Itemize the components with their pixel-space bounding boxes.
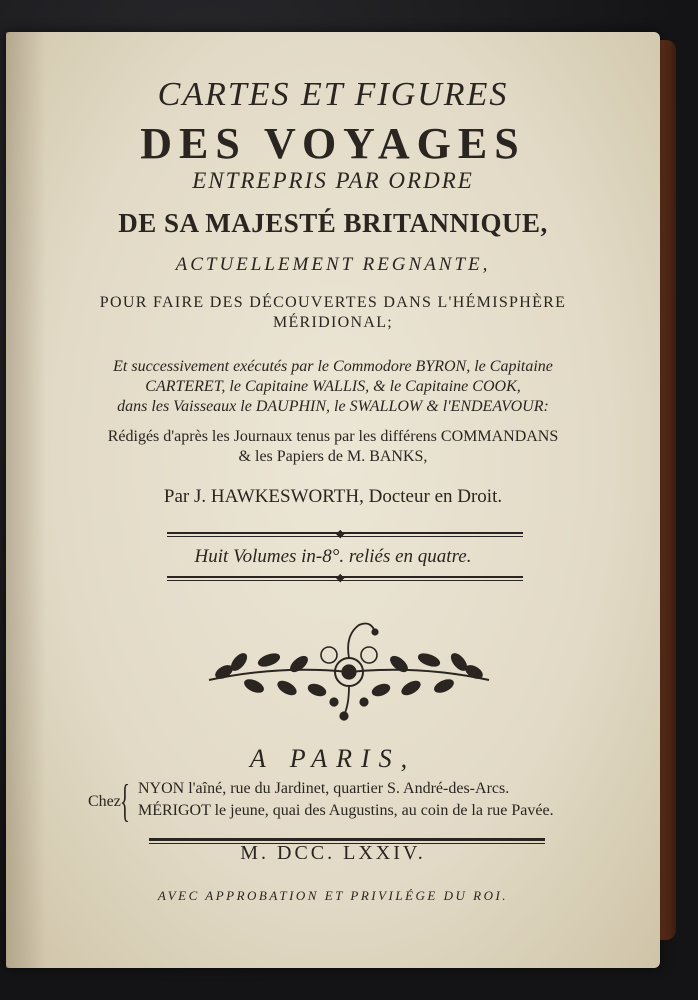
- publisher-merigot: MÉRIGOT le jeune, quai des Augustins, au coin de la rue Pavée.: [138, 802, 554, 819]
- rule-ornament-top: ◆: [336, 528, 345, 540]
- volumes-line: Huit Volumes in-8°. reliés en quatre.: [194, 546, 472, 567]
- subtitle-line-2: MÉRIDIONAL;: [272, 314, 394, 331]
- imprint-brace: {: [120, 775, 130, 826]
- author-line: Par J. HAWKESWORTH, Docteur en Droit.: [163, 486, 503, 507]
- chez-label: Chez: [88, 793, 121, 810]
- editorial-line-1: Rédigés d'après les Journaux tenus par les différens COMMANDANS: [107, 428, 559, 445]
- title-line-1: CARTES ET FIGURES: [157, 76, 509, 113]
- editorial-line-2: & les Papiers de M. BANKS,: [238, 448, 428, 465]
- royal-privilege-line: AVEC APPROBATION ET PRIVILÉGE DU ROI.: [157, 888, 509, 903]
- rule-ornament-bottom: ◆: [336, 572, 345, 584]
- description-line-3: dans les Vaisseaux le DAUPHIN, le SWALLOW & l'ENDEAVOUR:: [117, 398, 549, 415]
- title-line-3: ENTREPRIS PAR ORDRE: [192, 168, 474, 193]
- publication-year: M. DCC. LXXIV.: [240, 842, 426, 864]
- ornamental-rule-bottom: [167, 576, 523, 581]
- title-line-4: DE SA MAJESTÉ BRITANNIQUE,: [118, 208, 548, 238]
- title-line-5: ACTUELLEMENT REGNANTE,: [175, 254, 491, 275]
- place-of-publication: A PARIS,: [249, 744, 417, 773]
- ornamental-rule-top: [167, 532, 523, 537]
- floral-fleuron-ornament: [199, 610, 499, 725]
- subtitle-line-1: POUR FAIRE DES DÉCOUVERTES DANS L'HÉMISPHÈRE: [99, 294, 567, 311]
- title-page: [6, 32, 660, 968]
- description-line-1: Et successivement exécutés par le Commodore BYRON, le Capitaine: [113, 358, 553, 375]
- description-line-2: CARTERET, le Capitaine WALLIS, & le Capitaine COOK,: [145, 378, 521, 395]
- title-line-2: DES VOYAGES: [140, 119, 526, 168]
- publisher-nyon: NYON l'aîné, rue du Jardinet, quartier S. André-des-Arcs.: [138, 780, 510, 797]
